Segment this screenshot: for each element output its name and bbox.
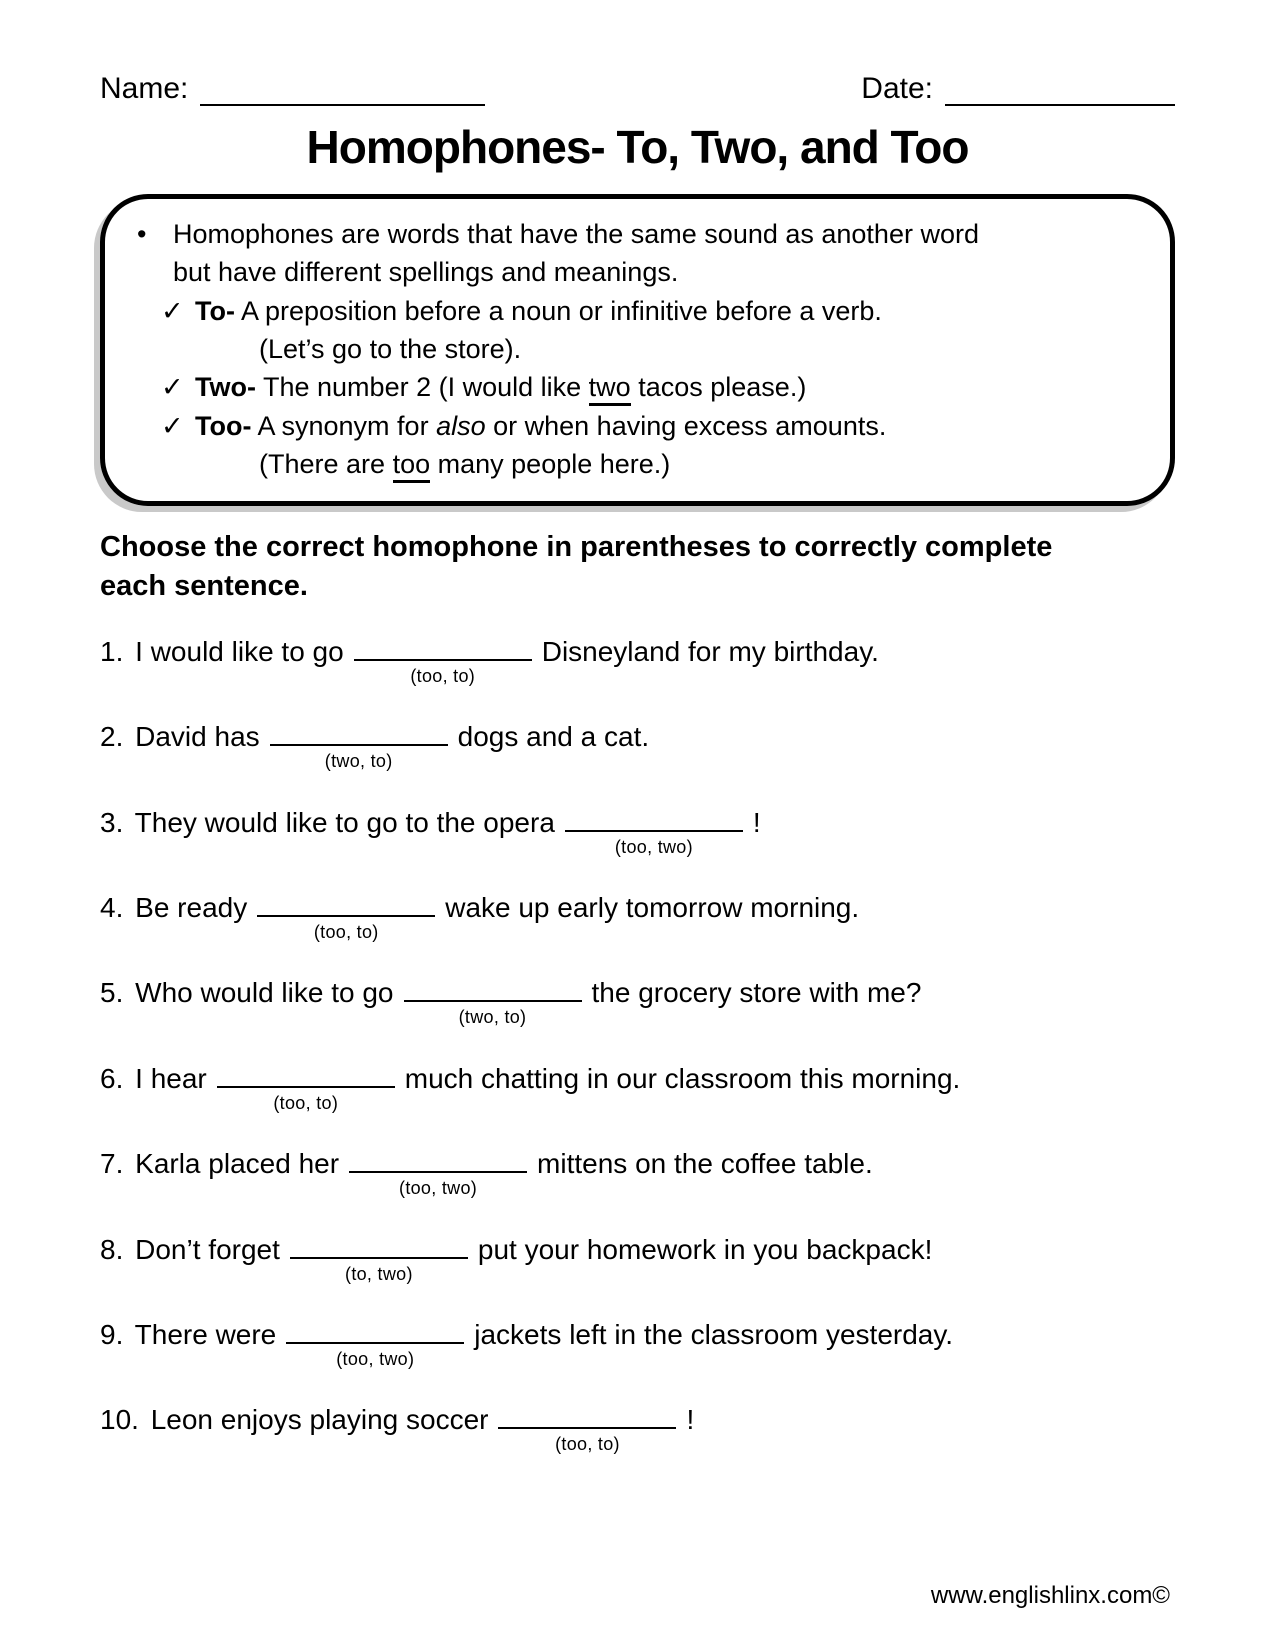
question-number: 4. bbox=[100, 892, 124, 923]
question-number: 2. bbox=[100, 721, 124, 753]
header-row bbox=[100, 70, 1175, 106]
rule-to-example-text: (Let’s go to the store). bbox=[259, 333, 522, 364]
rule-two-term: Two- bbox=[195, 372, 256, 403]
rule-to-text bbox=[195, 292, 882, 330]
question-item-8 bbox=[100, 1231, 1175, 1290]
check-icon: ✓ bbox=[161, 410, 184, 441]
rule-two-body-post: tacos please.) bbox=[638, 372, 807, 403]
name-label: Name: bbox=[100, 72, 189, 105]
rule-too-body-post: or when having excess amounts. bbox=[493, 410, 887, 441]
check-icon: ✓ bbox=[161, 372, 184, 403]
bullet-icon: • bbox=[137, 219, 147, 249]
question-post-text: ! bbox=[752, 806, 761, 838]
rule-too-text bbox=[195, 407, 886, 445]
rule-too-body-pre: A synonym for bbox=[257, 410, 429, 441]
question-pre-text: There were bbox=[134, 1318, 277, 1350]
question-post-text: dogs and a cat. bbox=[457, 721, 650, 753]
question-item-2 bbox=[100, 718, 1175, 777]
name-field bbox=[100, 70, 485, 106]
question-item-10 bbox=[100, 1401, 1175, 1460]
rule-two-text bbox=[195, 368, 806, 406]
intro-text: Homophones are words that have the same sound as another word but have different spellings and meanings. bbox=[173, 219, 979, 288]
rule-too-example bbox=[131, 445, 1144, 483]
date-write-line bbox=[945, 70, 1175, 106]
definition-box bbox=[100, 194, 1175, 506]
question-number: 5. bbox=[100, 977, 124, 1009]
answer-hint: (too, two) bbox=[614, 836, 693, 857]
answer-blank bbox=[286, 1316, 464, 1369]
question-number: 9. bbox=[100, 1318, 124, 1350]
question-number: 1. bbox=[100, 635, 124, 667]
question-post-text: ! bbox=[686, 1404, 695, 1436]
question-pre-text: I hear bbox=[135, 1062, 207, 1094]
check-icon: ✓ bbox=[161, 295, 184, 326]
questions-list bbox=[100, 633, 1175, 1461]
question-item-3 bbox=[100, 804, 1175, 863]
rule-to-term: To- bbox=[195, 295, 235, 326]
date-field bbox=[861, 70, 1175, 106]
question-pre-text: Be ready bbox=[135, 892, 248, 923]
question-pre-text: Who would like to go bbox=[135, 977, 394, 1009]
rule-to-row bbox=[131, 292, 1144, 330]
answer-hint: (too, to) bbox=[555, 1434, 620, 1455]
question-item-1 bbox=[100, 633, 1175, 692]
rule-too-italic-word: also bbox=[436, 410, 486, 441]
answer-hint: (too, two) bbox=[399, 1178, 478, 1199]
question-post-text: jackets left in the classroom yesterday. bbox=[474, 1318, 954, 1350]
question-post-text: much chatting in our classroom this morning. bbox=[404, 1062, 961, 1094]
rule-too-term: Too- bbox=[195, 410, 252, 441]
question-post-text: the grocery store with me? bbox=[591, 977, 922, 1009]
answer-hint: (too, two) bbox=[336, 1348, 415, 1369]
rule-two-body-pre: The number 2 (I would like bbox=[263, 372, 582, 403]
instructions-text: Choose the correct homophone in parentheses to correctly complete each sentence. bbox=[100, 531, 1053, 602]
question-item-6 bbox=[100, 1060, 1175, 1119]
question-post-text: wake up early tomorrow morning. bbox=[445, 892, 860, 923]
question-pre-text: I would like to go bbox=[135, 635, 344, 667]
answer-hint: (too, to) bbox=[313, 922, 379, 942]
answer-hint: (two, to) bbox=[324, 751, 393, 772]
answer-blank bbox=[217, 1060, 395, 1113]
answer-hint: (too, to) bbox=[273, 1092, 339, 1113]
question-number: 7. bbox=[100, 1148, 124, 1180]
answer-blank bbox=[290, 1231, 468, 1284]
question-post-text: mittens on the coffee table. bbox=[537, 1148, 873, 1180]
rule-to-example bbox=[131, 330, 1144, 368]
question-item-9 bbox=[100, 1316, 1175, 1375]
rule-two-row bbox=[131, 368, 1144, 406]
question-post-text: put your homework in you backpack! bbox=[477, 1233, 933, 1265]
question-item-4 bbox=[100, 889, 1175, 948]
question-pre-text: They would like to go to the opera bbox=[134, 806, 555, 838]
question-number: 3. bbox=[100, 806, 124, 838]
question-pre-text: David has bbox=[135, 721, 260, 753]
rule-too-row bbox=[131, 407, 1144, 445]
rule-too-example-underlined: too bbox=[393, 449, 431, 483]
question-post-text: Disneyland for my birthday. bbox=[541, 635, 879, 667]
answer-hint: (too, to) bbox=[410, 665, 476, 686]
answer-blank bbox=[404, 974, 582, 1028]
answer-hint: (to, two) bbox=[345, 1263, 413, 1284]
site-credit: www.englishlinx.com© bbox=[930, 1582, 1170, 1609]
answer-blank bbox=[498, 1401, 676, 1455]
question-number: 6. bbox=[100, 1062, 124, 1094]
question-pre-text: Leon enjoys playing soccer bbox=[150, 1404, 489, 1436]
name-write-line bbox=[200, 70, 485, 106]
answer-blank bbox=[270, 718, 448, 772]
date-label: Date: bbox=[861, 72, 933, 105]
answer-blank bbox=[349, 1145, 527, 1199]
rule-to-body: A preposition before a noun or infinitive before a verb. bbox=[241, 295, 882, 326]
question-item-7 bbox=[100, 1145, 1175, 1204]
answer-blank bbox=[354, 633, 532, 686]
question-number: 10. bbox=[100, 1404, 139, 1436]
question-number: 8. bbox=[100, 1233, 124, 1265]
rule-too-example-post: many people here.) bbox=[437, 448, 671, 479]
intro-row bbox=[131, 215, 1144, 292]
answer-hint: (two, to) bbox=[458, 1007, 527, 1028]
question-pre-text: Karla placed her bbox=[135, 1148, 340, 1180]
question-pre-text: Don’t forget bbox=[135, 1233, 280, 1265]
rule-two-underlined-word: two bbox=[589, 372, 631, 406]
page-title: Homophones- To, Two, and Too bbox=[306, 121, 969, 173]
question-item-5 bbox=[100, 974, 1175, 1033]
rule-too-example-pre: (There are bbox=[259, 448, 386, 479]
answer-blank bbox=[565, 804, 743, 857]
answer-blank bbox=[257, 889, 435, 942]
